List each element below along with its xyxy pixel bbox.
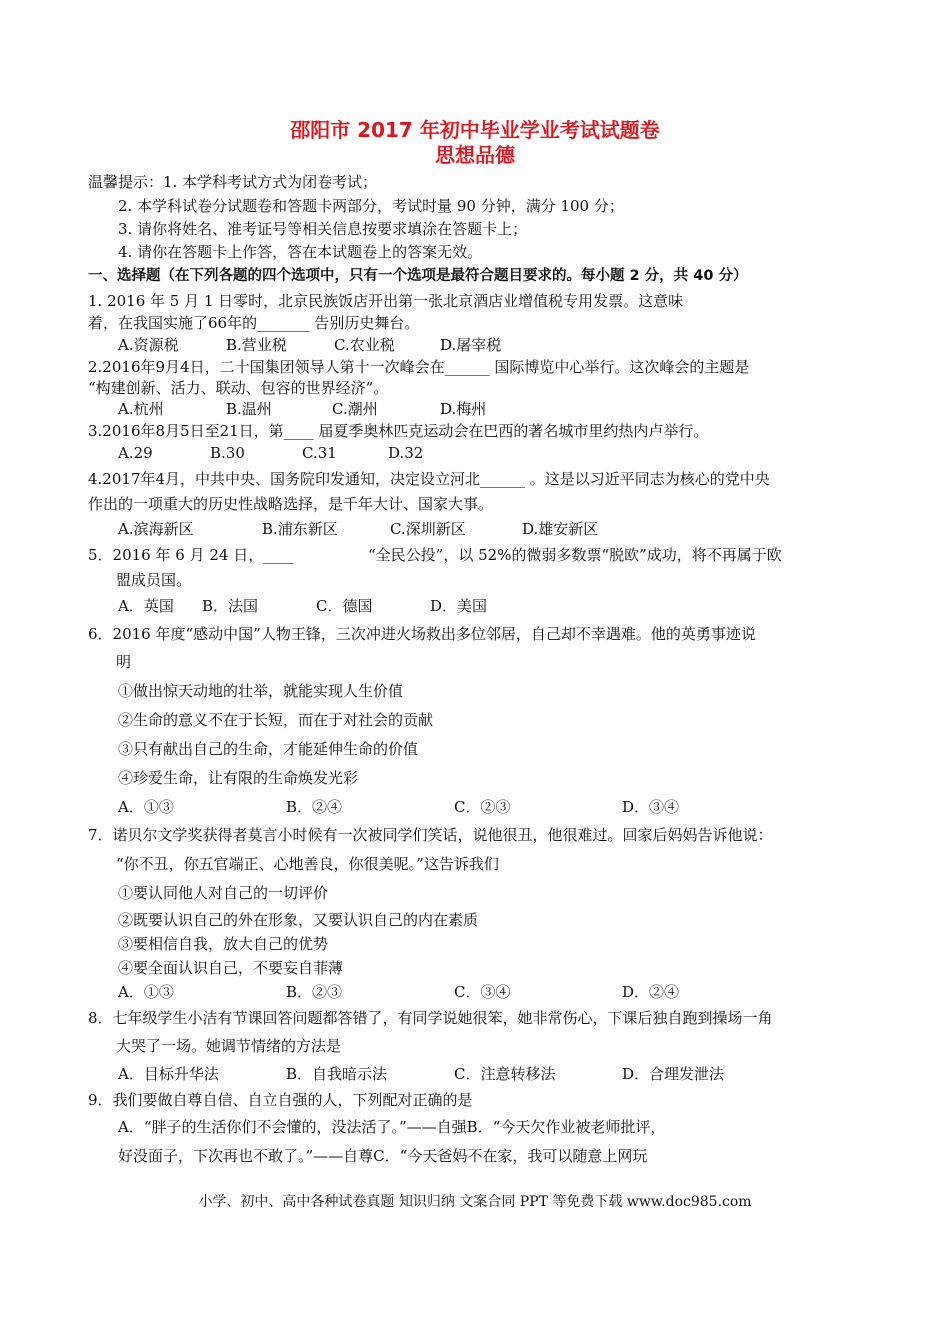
page-footer: 小学、初中、高中各种试卷真题 知识归纳 文案合同 PPT 等免费下载 www.doc985.com (198, 1194, 752, 1210)
question-2-text: 2.2016年9月4日，二十国集团领导人第十一次峰会在______ 国际博览中心举行。这次峰会的主题是 (88, 358, 750, 376)
option: B.营业税 (226, 336, 287, 354)
question-4-text: 作出的一项重大的历史性战略选择，是千年大计、国家大事。 (88, 495, 494, 513)
option: B.温州 (226, 400, 272, 418)
question-3-options (118, 443, 423, 463)
exam-subject: 思想品德 (435, 143, 515, 167)
option: A．目标升华法 (118, 1065, 219, 1083)
option: D．美国 (430, 597, 488, 615)
question-7-item: ③要相信自我，放大自己的优势 (118, 935, 329, 953)
question-6-item: ①做出惊天动地的壮举，就能实现人生价值 (118, 682, 404, 700)
question-2-text: “构建创新、活力、联动、包容的世界经济”。 (88, 379, 389, 397)
question-5-text: 5．2016 年 6 月 24 日，____ (88, 546, 294, 564)
option: C．③④ (454, 983, 511, 1001)
question-4-text: 4.2017年4月，中共中央、国务院印发通知，决定设立河北______ 。这是以习近平同志为核心的党中央 (88, 470, 770, 488)
option: B．②④ (286, 798, 343, 816)
option: A.滨海新区 (118, 520, 194, 538)
option: C．德国 (316, 597, 373, 615)
question-7-text: 7．诺贝尔文学奖获得者莫言小时候有一次被同学们笑话，说他很丑，他很难过。回家后妈妈告诉他说： (88, 826, 773, 844)
question-6-item: ②生命的意义不在于长短，而在于对社会的贡献 (118, 711, 434, 729)
question-8-text: 8．七年级学生小洁有节课回答问题都答错了，有同学说她很笨，她非常伤心，下课后独自跑到操场一角 (88, 1009, 773, 1027)
tip-line: 2. 本学科试卷分试题卷和答题卡两部分，考试时量 90 分钟，满分 100 分； (118, 197, 624, 215)
option: C.深圳新区 (390, 520, 466, 538)
option: A．①③ (118, 798, 174, 816)
option: B.30 (210, 444, 245, 462)
tip-line: 温馨提示：1. 本学科考试方式为闭卷考试； (88, 173, 378, 191)
option: A.资源税 (118, 336, 179, 354)
option: B．法国 (202, 597, 259, 615)
question-8-text: 大哭了一场。她调节情绪的方法是 (116, 1037, 342, 1055)
question-7-item: ②既要认识自己的外在形象，又要认识自己的内在素质 (118, 911, 479, 929)
question-9-text: A．“胖子的生活你们不会懂的，没法活了。”——自强B．“今天欠作业被老师批评， (118, 1118, 666, 1136)
option: C.农业税 (334, 336, 395, 354)
question-6-text: 明 (116, 653, 132, 671)
option: D．合理发泄法 (622, 1065, 725, 1083)
option: D．③④ (622, 798, 680, 816)
question-7-options (118, 982, 679, 1002)
question-5-options (118, 596, 487, 616)
question-6-item: ④珍爱生命，让有限的生命焕发光彩 (118, 769, 359, 787)
tip-line: 4. 请你在答题卡上作答，答在本试题卷上的答案无效。 (118, 243, 483, 261)
question-1-options (118, 335, 501, 355)
tip-line: 3. 请你将姓名、准考证号等相关信息按要求填涂在答题卡上； (118, 220, 528, 238)
question-5-text: 盟成员国。 (116, 571, 192, 589)
question-7-item: ④要全面认识自己，不要妄自菲薄 (118, 959, 344, 977)
option: D.32 (388, 444, 424, 462)
question-7-text: “你不丑，你五官端正、心地善良，你很美呢。”这告诉我们 (116, 855, 499, 873)
option: D.梅州 (440, 400, 487, 418)
question-2-options (118, 399, 486, 419)
question-3-text: 3.2016年8月5日至21日，第____ 届夏季奥林匹克运动会在巴西的著名城市里约热内卢举行。 (88, 422, 709, 440)
option: A.29 (118, 444, 153, 462)
question-1-text: 着，在我国实施了66年的_______ 告别历史舞台。 (88, 314, 420, 332)
exam-title: 邵阳市 2017 年初中毕业学业考试试题卷 (290, 118, 660, 142)
option: D．②④ (622, 983, 680, 1001)
question-6-text: 6．2016 年度“感动中国”人物王锋，三次冲进火场救出多位邻居，自己却不幸遇难。他的英勇事迹说 (88, 625, 756, 643)
section-heading: 一、选择题（在下列各题的四个选项中，只有一个选项是最符合题目要求的。每小题 2 分，共 40 分） (88, 268, 748, 284)
option: B.浦东新区 (262, 520, 338, 538)
question-1-text: 1. 2016 年 5 月 1 日零时，北京民族饭店开出第一张北京酒店业增值税专用发票。这意味 (88, 292, 684, 310)
option: A．英国 (118, 597, 174, 615)
question-4-options (118, 519, 598, 539)
option: C.31 (302, 444, 337, 462)
question-6-item: ③只有献出自己的生命，才能延伸生命的价值 (118, 740, 419, 758)
option: D.雄安新区 (522, 520, 599, 538)
option: D.屠宰税 (440, 336, 502, 354)
option: A.杭州 (118, 400, 164, 418)
option: B．②③ (286, 983, 343, 1001)
question-8-options (118, 1064, 724, 1084)
question-5-text: “全民公投”，以 52%的微弱多数票“脱欧”成功，将不再属于欧 (368, 546, 782, 564)
question-9-text: 9．我们要做自尊自信、自立自强的人，下列配对正确的是 (88, 1091, 473, 1109)
option: A．①③ (118, 983, 174, 1001)
option: C．注意转移法 (454, 1065, 556, 1083)
question-6-options (118, 797, 679, 817)
question-7-item: ①要认同他人对自己的一切评价 (118, 884, 329, 902)
option: C.潮州 (332, 400, 378, 418)
option: B．自我暗示法 (286, 1065, 388, 1083)
question-9-text: 好没面子，下次再也不敢了。”——自尊C．“今天爸妈不在家，我可以随意上网玩 (118, 1147, 648, 1165)
option: C．②③ (454, 798, 511, 816)
